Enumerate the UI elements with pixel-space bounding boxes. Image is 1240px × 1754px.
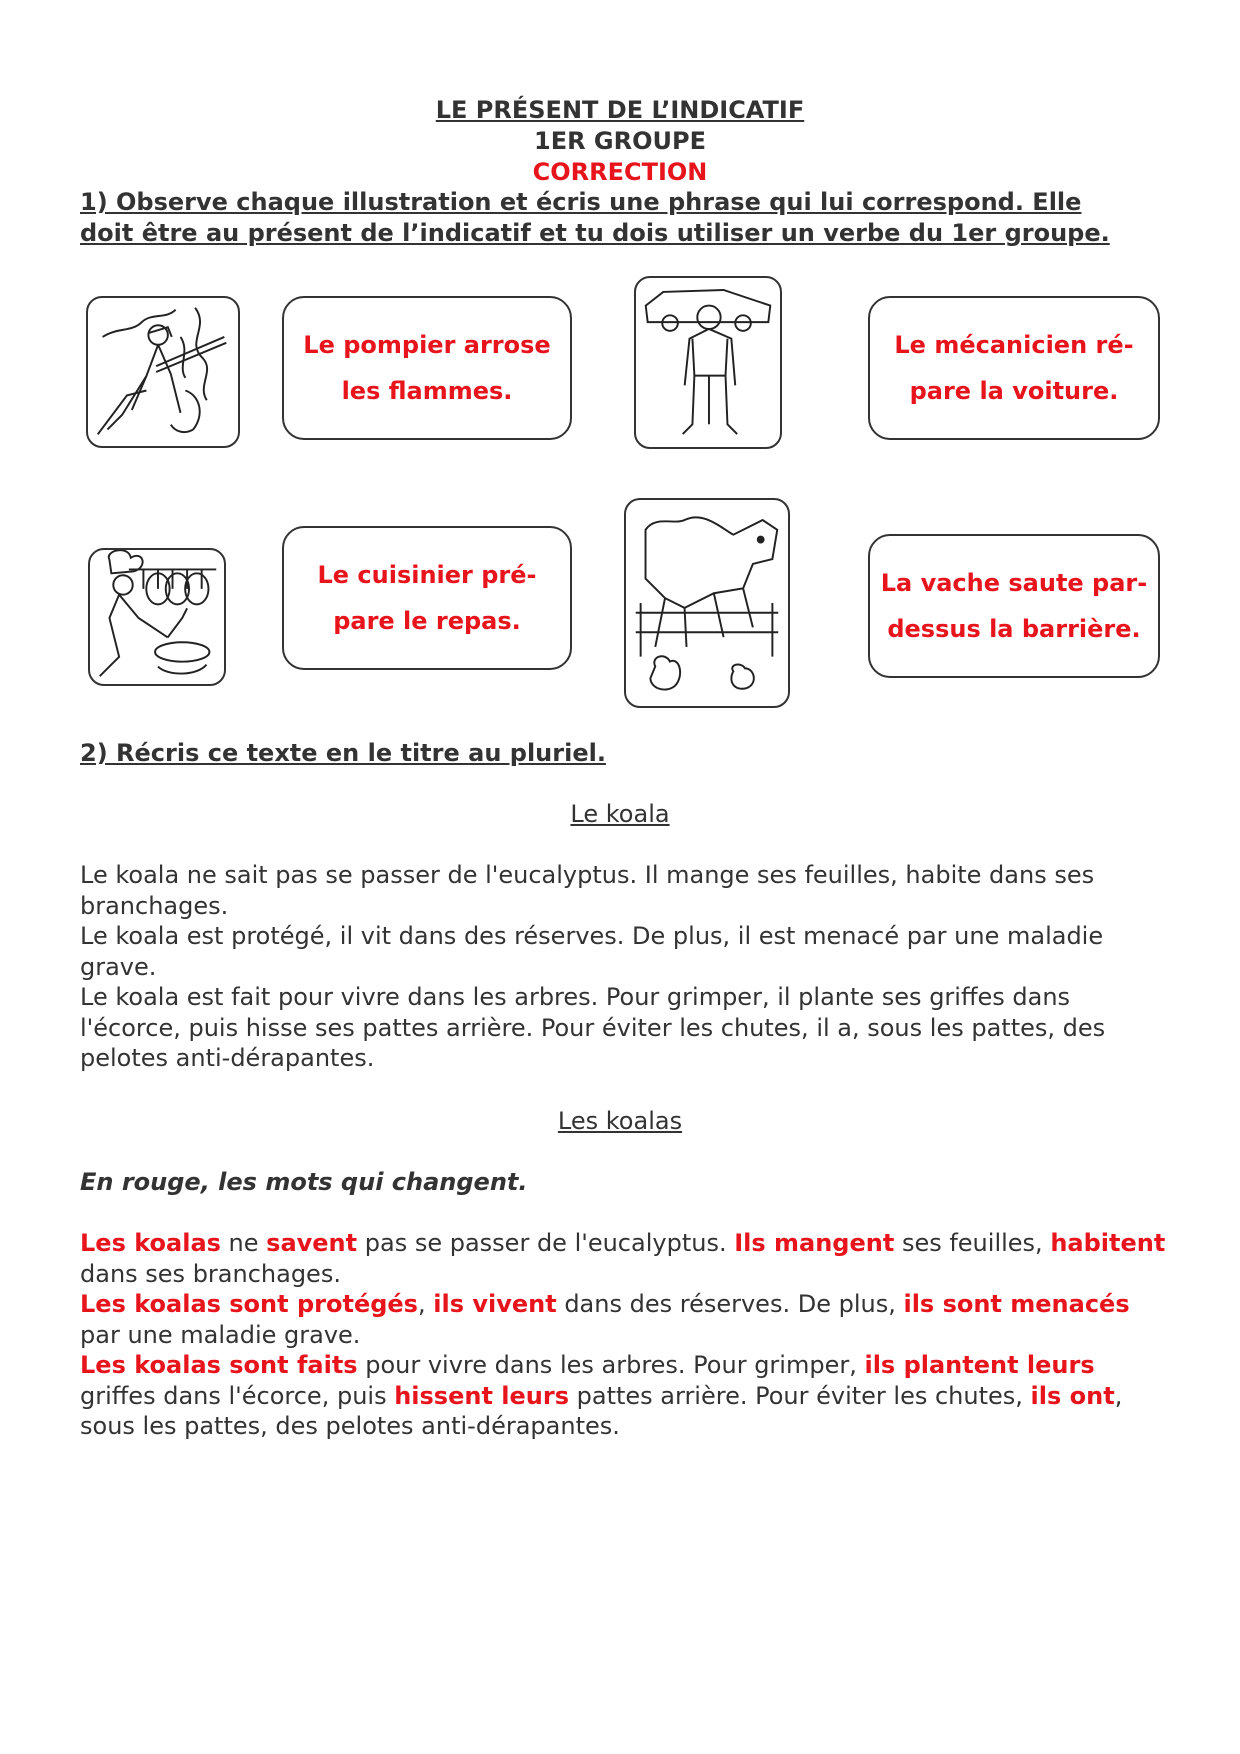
changed-word: Les koalas sont faits (80, 1351, 358, 1379)
changed-word: ils plantent leurs (864, 1351, 1095, 1379)
cow-illustration (624, 498, 790, 708)
changed-word: Ils mangent (734, 1229, 895, 1257)
text-span: , (417, 1290, 434, 1318)
answer-box-3 (282, 526, 572, 670)
mechanic-illustration (634, 276, 782, 449)
answer-4-line-2: dessus la barrière. (887, 615, 1141, 643)
text-span: ne (220, 1229, 267, 1257)
changed-word: hissent leurs (394, 1381, 569, 1410)
original-text-title: Le koala (570, 800, 670, 828)
answer-box-2 (868, 296, 1160, 440)
answer-1-line-2: les flammes. (341, 377, 513, 405)
question-2-instruction: 2) Récris ce texte en le titre au pluriel. (80, 739, 606, 767)
changed-word: savent (266, 1229, 358, 1257)
changed-word: habitent (1050, 1229, 1166, 1257)
original-sentence-2: Le koala est protégé, il vit dans des réserves. De plus, il est menacé par une maladie grave. (80, 922, 1104, 981)
question-1-line-2: doit être au présent de l’indicatif et tu dois utiliser un verbe du 1er groupe. (80, 219, 1110, 247)
text-span: dans des réserves. De plus, (556, 1290, 904, 1318)
page-title: LE PRÉSENT DE L’INDICATIF (435, 96, 805, 124)
correction-label: CORRECTION (532, 158, 708, 186)
changed-word: Les koalas sont protégés (80, 1290, 418, 1318)
answer-2-line-1: Le mécanicien ré- (894, 331, 1134, 359)
firefighter-illustration (86, 296, 240, 448)
plural-text-title: Les koalas (557, 1107, 683, 1135)
text-span: pattes arrière. Pour éviter les chutes, (569, 1381, 1031, 1410)
cook-illustration (88, 548, 226, 686)
text-span: griffes dans l'écorce, puis (80, 1381, 395, 1410)
changed-word: ils vivent (433, 1290, 557, 1318)
corrected-sentence-1 (80, 1228, 1170, 1289)
original-text (80, 860, 1170, 1074)
text-span: pour vivre dans les arbres. Pour grimper, (357, 1351, 865, 1379)
changed-word: ils ont (1030, 1381, 1115, 1410)
original-sentence-1: Le koala ne sait pas se passer de l'eucalyptus. Il mange ses feuilles, habite dans ses branchages. (80, 861, 1095, 920)
answer-2-line-2: pare la voiture. (909, 377, 1119, 405)
color-legend-note: En rouge, les mots qui changent. (80, 1168, 528, 1196)
corrected-sentence-3 (80, 1350, 1170, 1442)
answer-1-line-1: Le pompier arrose (303, 331, 551, 359)
changed-word: Les koalas (80, 1229, 221, 1257)
page-subtitle: 1ER GROUPE (534, 127, 706, 155)
text-span: , sous les pattes, des pelotes anti-dérapantes. (80, 1381, 1123, 1440)
text-span: ses feuilles, (894, 1229, 1051, 1257)
changed-word: ils sont menacés (903, 1290, 1130, 1318)
answer-box-4 (868, 534, 1160, 678)
answer-box-1 (282, 296, 572, 440)
answer-4-line-1: La vache saute par- (880, 569, 1148, 597)
text-span: pas se passer de l'eucalyptus. (357, 1229, 735, 1257)
text-span: par une maladie grave. (80, 1320, 361, 1349)
original-sentence-3: Le koala est fait pour vivre dans les arbres. Pour grimper, il plante ses griffes dans l'écorce, puis hisse ses pattes arrière. Pour éviter les chutes, il a, sous les pattes, des pelotes anti-dérapantes. (80, 983, 1106, 1072)
corrected-sentence-2 (80, 1289, 1170, 1350)
answer-3-line-2: pare le repas. (333, 607, 521, 635)
corrected-text (80, 1228, 1170, 1442)
answer-3-line-1: Le cuisinier pré- (317, 561, 537, 589)
text-span: dans ses branchages. (80, 1259, 341, 1288)
question-1-line-1: 1) Observe chaque illustration et écris une phrase qui lui correspond. Elle (80, 188, 1082, 216)
